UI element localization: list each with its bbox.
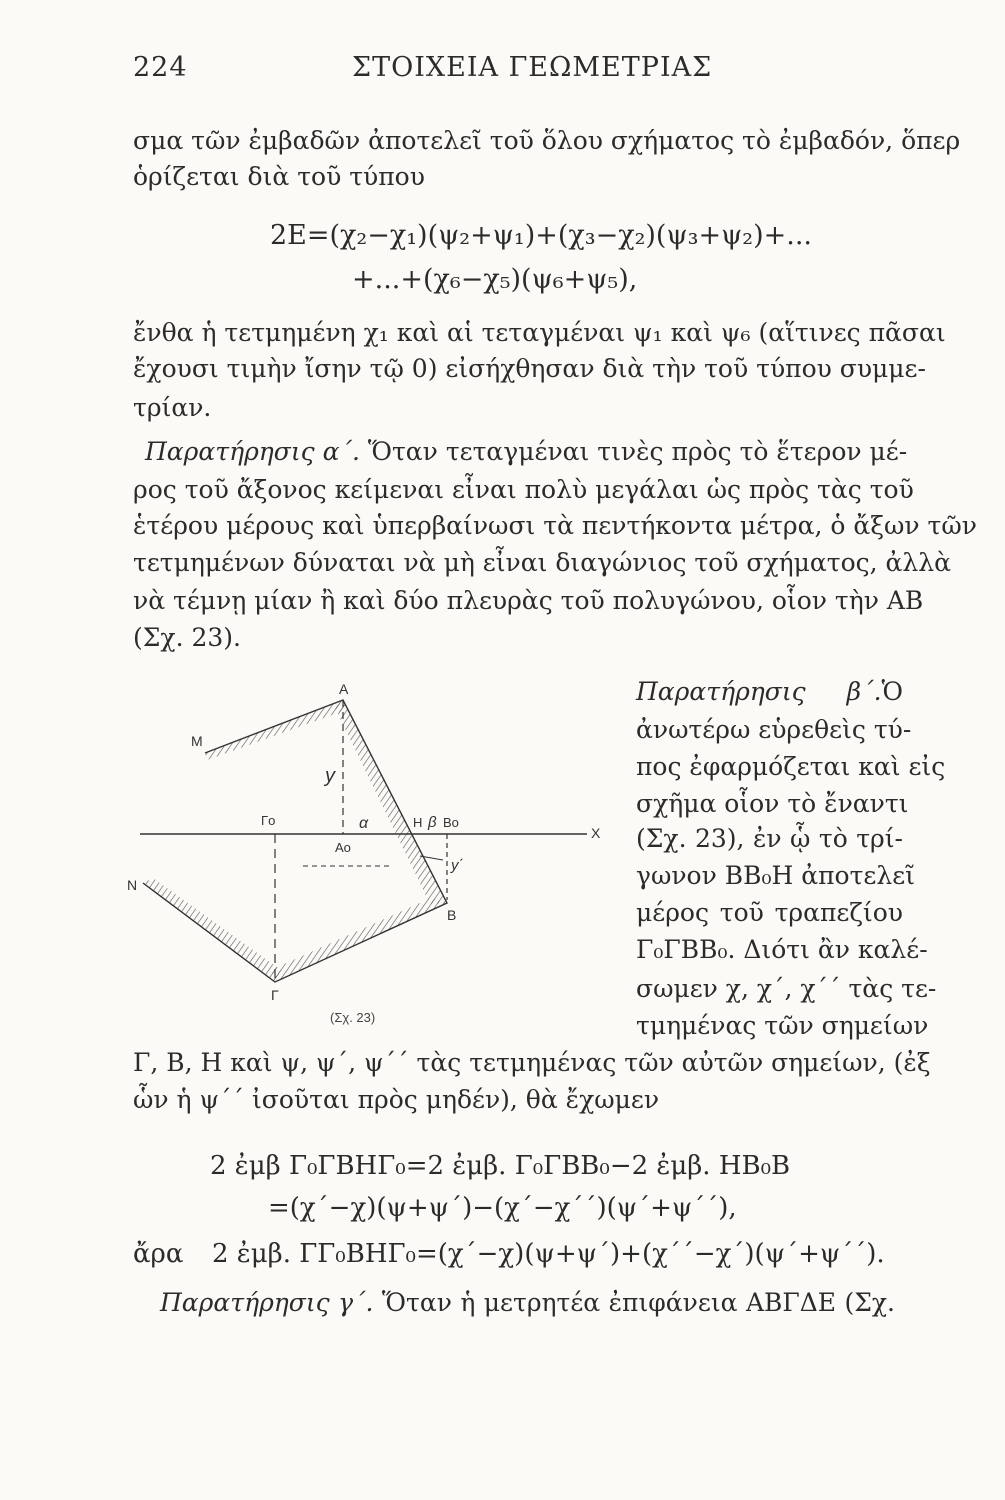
label-alpha: α xyxy=(359,815,369,832)
text-line: γωνον ΒΒ₀Η ἀποτελεῖ xyxy=(636,861,915,890)
hatch-edge-AB xyxy=(335,700,447,904)
page-number: 224 xyxy=(133,52,188,83)
text-line: ἔνθα ἡ τετμημένη χ₁ καὶ αἱ τεταγμέναι ψ₁ καὶ ψ₆ (αἵτινες πᾶσαι xyxy=(133,318,946,347)
running-title: ΣΤΟΙΧΕΙΑ ΓΕΩΜΕΤΡΙΑΣ xyxy=(352,52,713,83)
label-A: Α xyxy=(339,681,349,697)
label-yprime: y΄ xyxy=(451,857,464,874)
text-line: τετμημένων δύναται νὰ μὴ εἶναι διαγώνιος τοῦ σχήματος, ἀλλὰ xyxy=(133,548,951,577)
hatch-edge-MA xyxy=(205,700,346,760)
formula-line: 2 ἐμβ. ΓΓ₀ΒΗΓ₀=(χ΄−χ)(ψ+ψ΄)+(χ΄΄−χ΄)(ψ΄+ψ΄΄). xyxy=(212,1239,885,1269)
text-line: Γ₀ΓΒΒ₀. Διότι ἂν καλέ- xyxy=(636,935,928,964)
remark-c-text: Ὅταν ἡ μετρητέα ἐπιφάνεια ΑΒΓΔΕ (Σχ. xyxy=(381,1288,896,1317)
label-y: y xyxy=(325,765,335,787)
text-line: πος ἐφαρμόζεται καὶ εἰς xyxy=(636,752,946,781)
text-line: (Σχ. 23), ἐν ᾧ τὸ τρί- xyxy=(636,824,903,853)
label-M: Μ xyxy=(191,733,203,749)
text-line: ρος τοῦ ἄξονος κείμεναι εἶναι πολὺ μεγάλαι ὡς πρὸς τὰς τοῦ xyxy=(133,475,914,504)
formula-line: +...+(χ₆−χ₅)(ψ₆+ψ₅), xyxy=(352,264,638,295)
remark-b-text: Ὁ xyxy=(881,677,903,706)
formula-line: 2 ἐμβ Γ₀ΓΒΗΓ₀=2 ἐμβ. Γ₀ΓΒΒ₀−2 ἐμβ. ΗΒ₀Β xyxy=(210,1151,791,1181)
remark-a-heading: Παρατήρησις α΄. xyxy=(145,437,360,466)
text-line: Γ, Β, Η καὶ ψ, ψ΄, ψ΄΄ τὰς τετμημένας τῶν αὐτῶν σημείων, (ἐξ xyxy=(133,1048,931,1077)
text-line: ὧν ἡ ψ΄΄ ἰσοῦται πρὸς μηδέν), θὰ ἔχωμεν xyxy=(133,1085,660,1114)
label-B: Β xyxy=(447,907,457,923)
formula-line: =(χ΄−χ)(ψ+ψ΄)−(χ΄−χ΄΄)(ψ΄+ψ΄΄), xyxy=(268,1193,737,1223)
label-N: Ν xyxy=(127,877,138,893)
remark-c-line xyxy=(160,1290,895,1315)
formula-line: 2Ε=(χ₂−χ₁)(ψ₂+ψ₁)+(χ₃−χ₂)(ψ₃+ψ₂)+... xyxy=(270,220,812,251)
remark-a-text: Ὅταν τεταγμέναι τινὲς πρὸς τὸ ἕτερον μέ- xyxy=(367,437,908,466)
label-beta: β xyxy=(428,814,437,831)
text-line: (Σχ. 23). xyxy=(133,623,241,652)
remark-c-heading: Παρατήρησις γ΄. xyxy=(160,1288,374,1317)
text-line: ἀνωτέρω εὑρεθεὶς τύ- xyxy=(636,715,912,744)
formula-prefix: ἄρα xyxy=(133,1239,184,1269)
text-line: μέρος τοῦ τραπεζίου xyxy=(636,898,903,927)
hatch-edge-BG xyxy=(271,898,447,982)
text-line: τμημένας τῶν σημείων xyxy=(636,1011,929,1040)
label-G0: Γο xyxy=(261,813,276,828)
text-line: σμα τῶν ἐμβαδῶν ἀποτελεῖ τοῦ ὅλου σχήματος τὸ ἐμβαδόν, ὅπερ xyxy=(133,126,961,155)
text-line: σωμεν χ, χ΄, χ΄΄ τὰς τε- xyxy=(636,974,937,1003)
remark-b-heading: Παρατήρησις β΄. xyxy=(636,677,882,706)
remark-a-line xyxy=(145,437,908,466)
text-line: ἑτέρου μέρους καὶ ὑπερβαίνωσι τὰ πεντήκοντα μέτρα, ὁ ἄξων τῶν xyxy=(133,511,977,540)
hatch-edge-GN xyxy=(143,878,281,982)
remark-b-line xyxy=(636,679,903,704)
text-line: νὰ τέμνῃ μίαν ἢ καὶ δύο πλευρὰς τοῦ πολυγώνου, οἷον τὴν ΑΒ xyxy=(133,586,924,615)
text-line: ὁρίζεται διὰ τοῦ τύπου xyxy=(133,162,425,191)
label-A0: Αο xyxy=(335,840,351,855)
label-X: Χ xyxy=(591,825,601,841)
label-H: Η xyxy=(413,815,423,830)
label-G: Γ xyxy=(271,987,279,1003)
text-line: σχῆμα οἷον τὸ ἔναντι xyxy=(636,789,909,818)
text-line: ἔχουσι τιμὴν ἴσην τῷ 0) εἰσήχθησαν διὰ τὴν τοῦ τύπου συμμε- xyxy=(133,354,926,383)
figure-caption: (Σχ. 23) xyxy=(330,1010,376,1025)
label-B0: Βο xyxy=(443,815,459,830)
text-line: τρίαν. xyxy=(133,393,212,422)
figure-23 xyxy=(125,678,620,1040)
